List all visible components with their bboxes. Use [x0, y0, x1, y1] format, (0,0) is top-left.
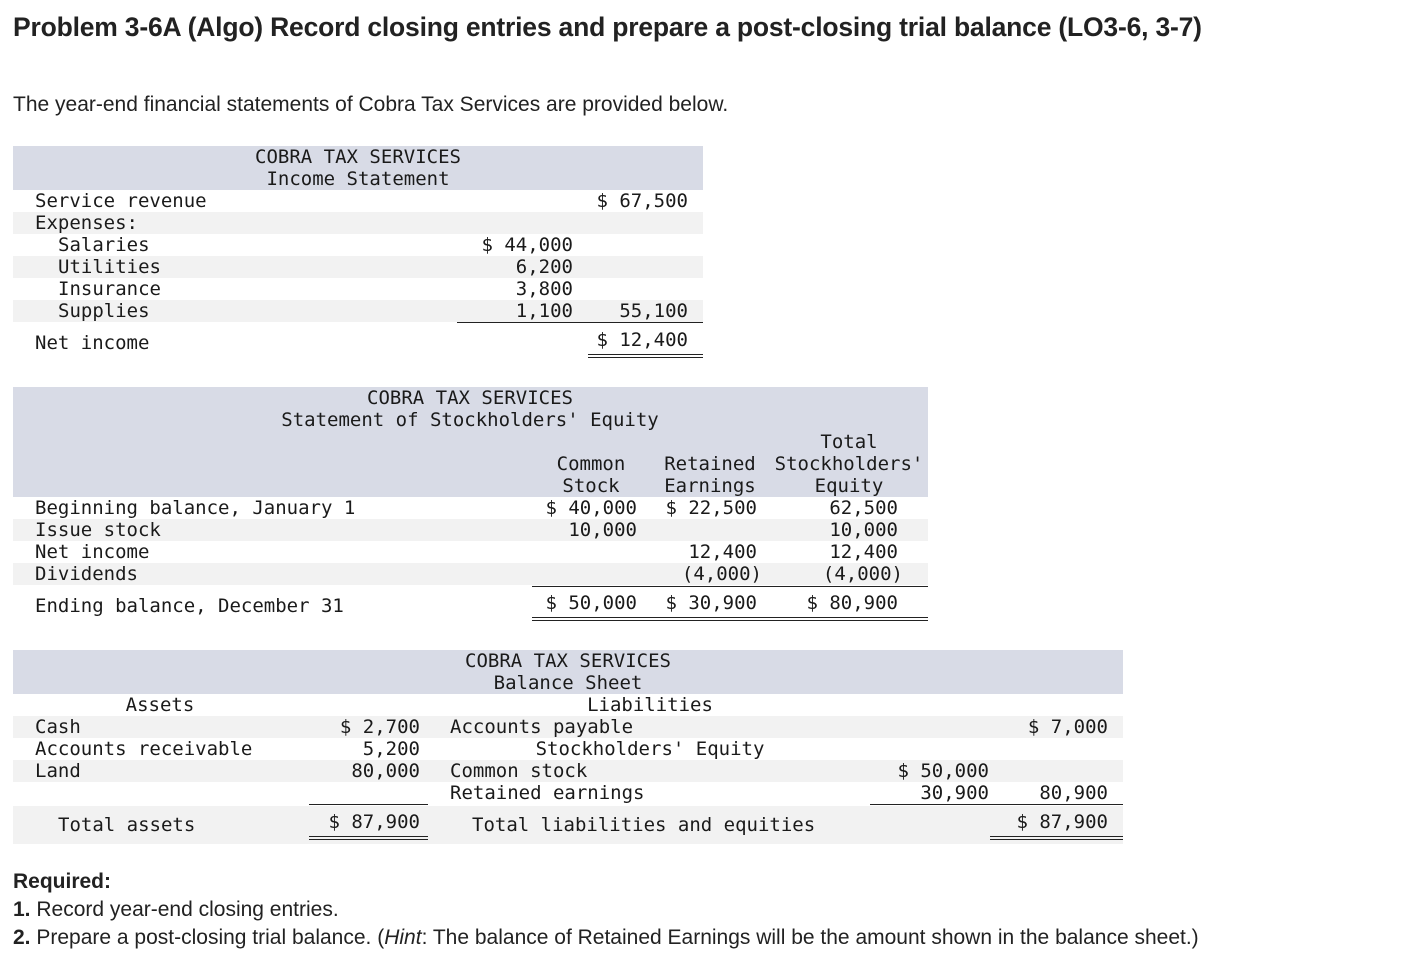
se-row-total: 62,500 — [829, 497, 898, 519]
is-net-income-label: Net income — [35, 332, 150, 354]
is-expense-label: Supplies — [58, 300, 150, 322]
required-item-2-text: Prepare a post-closing trial balance. ( — [36, 926, 385, 949]
se-row-label: Beginning balance, January 1 — [35, 497, 356, 519]
bs-cs-label: Common stock — [450, 760, 588, 782]
bs-total-le-label: Total liabilities and equities — [472, 814, 816, 836]
required-heading: Required: — [13, 870, 112, 893]
is-double-underline — [588, 354, 703, 358]
bs-land-label: Land — [35, 760, 81, 782]
is-expense-amount: $ 44,000 — [481, 234, 573, 256]
se-row-common: $ 40,000 — [545, 497, 637, 519]
bs-total-equity: 80,900 — [1039, 782, 1108, 804]
bs-re-label: Retained earnings — [450, 782, 645, 804]
is-total-expenses: 55,100 — [619, 300, 688, 322]
se-company: COBRA TAX SERVICES — [367, 387, 573, 409]
bs-assets-header: Assets — [125, 694, 195, 716]
is-expense-amount: 1,100 — [515, 300, 573, 322]
is-revenue-label: Service revenue — [35, 190, 207, 212]
bs-land-value: 80,000 — [351, 760, 420, 782]
se-row-total: 12,400 — [829, 541, 898, 563]
bs-ar-label: Accounts receivable — [35, 738, 253, 760]
bs-le-underline — [990, 804, 1123, 805]
bs-equity-underline — [870, 804, 990, 805]
se-row-common: 10,000 — [568, 519, 637, 541]
bs-company: COBRA TAX SERVICES — [465, 650, 671, 672]
is-net-income-value: $ 12,400 — [596, 329, 688, 351]
se-underline — [532, 586, 928, 587]
bs-total-assets-value: $ 87,900 — [328, 811, 420, 833]
bs-assets-underline — [309, 804, 428, 805]
se-col-total: Total — [820, 431, 878, 453]
se-row-retained: 12,400 — [688, 541, 757, 563]
se-row-retained: (4,000) — [681, 563, 762, 585]
se-col-total: Stockholders' — [774, 453, 924, 475]
page-title: Problem 3-6A (Algo) Record closing entries and prepare a post-closing trial balance (LO3-6, 3-7) — [13, 12, 1202, 42]
se-row-total: 10,000 — [829, 519, 898, 541]
bs-re-value: 30,900 — [920, 782, 989, 804]
se-col-common: Common — [556, 453, 626, 475]
is-expense-amount: 3,800 — [515, 278, 573, 300]
se-double-underline — [532, 617, 928, 621]
is-title: Income Statement — [266, 168, 450, 190]
se-ending-common: $ 50,000 — [545, 592, 637, 614]
bs-equity-header: Stockholders' Equity — [535, 738, 765, 760]
bs-liabilities-header: Liabilities — [587, 694, 713, 716]
bs-title: Balance Sheet — [493, 672, 643, 694]
required-item-2-text-end: : The balance of Retained Earnings will be the amount shown in the balance sheet.) — [421, 926, 1199, 949]
bs-ar-value: 5,200 — [362, 738, 420, 760]
is-expenses-label: Expenses: — [35, 212, 138, 234]
bs-assets-double-underline — [309, 836, 428, 840]
se-ending-retained: $ 30,900 — [665, 592, 757, 614]
bs-cash-value: $ 2,700 — [339, 716, 420, 738]
required-item-2-number: 2. — [13, 926, 31, 949]
se-title: Statement of Stockholders' Equity — [281, 409, 659, 431]
is-expense-label: Salaries — [58, 234, 150, 256]
se-row-label: Dividends — [35, 563, 138, 585]
bs-total-le-value: $ 87,900 — [1016, 811, 1108, 833]
bs-ap-label: Accounts payable — [450, 716, 634, 738]
se-col-retained: Retained — [664, 453, 756, 475]
required-item-1-text: Record year-end closing entries. — [36, 898, 339, 921]
required-item-1-number: 1. — [13, 898, 31, 921]
bs-cs-value: $ 50,000 — [897, 760, 989, 782]
se-col-retained: Earnings — [664, 475, 756, 497]
intro-text: The year-end financial statements of Cobra Tax Services are provided below. — [13, 93, 729, 116]
is-expense-label: Insurance — [58, 278, 161, 300]
is-underline — [457, 322, 703, 323]
se-row-total: (4,000) — [822, 563, 903, 585]
se-col-total: Equity — [814, 475, 884, 497]
se-row-label: Issue stock — [35, 519, 161, 541]
se-row-retained: $ 22,500 — [665, 497, 757, 519]
is-expense-amount: 6,200 — [515, 256, 573, 278]
bs-total-assets-label: Total assets — [58, 814, 196, 836]
is-revenue-value: $ 67,500 — [596, 190, 688, 212]
is-expense-label: Utilities — [58, 256, 161, 278]
se-row-label: Net income — [35, 541, 150, 563]
bs-ap-value: $ 7,000 — [1027, 716, 1108, 738]
se-ending-label: Ending balance, December 31 — [35, 595, 344, 617]
required-item-1 — [13, 896, 339, 924]
is-company: COBRA TAX SERVICES — [255, 146, 461, 168]
bs-le-double-underline — [990, 836, 1123, 840]
required-item-2-hint: Hint — [384, 926, 422, 949]
bs-cash-label: Cash — [35, 716, 81, 738]
se-ending-total: $ 80,900 — [806, 592, 898, 614]
se-col-common: Stock — [562, 475, 620, 497]
required-item-2 — [13, 924, 1199, 952]
